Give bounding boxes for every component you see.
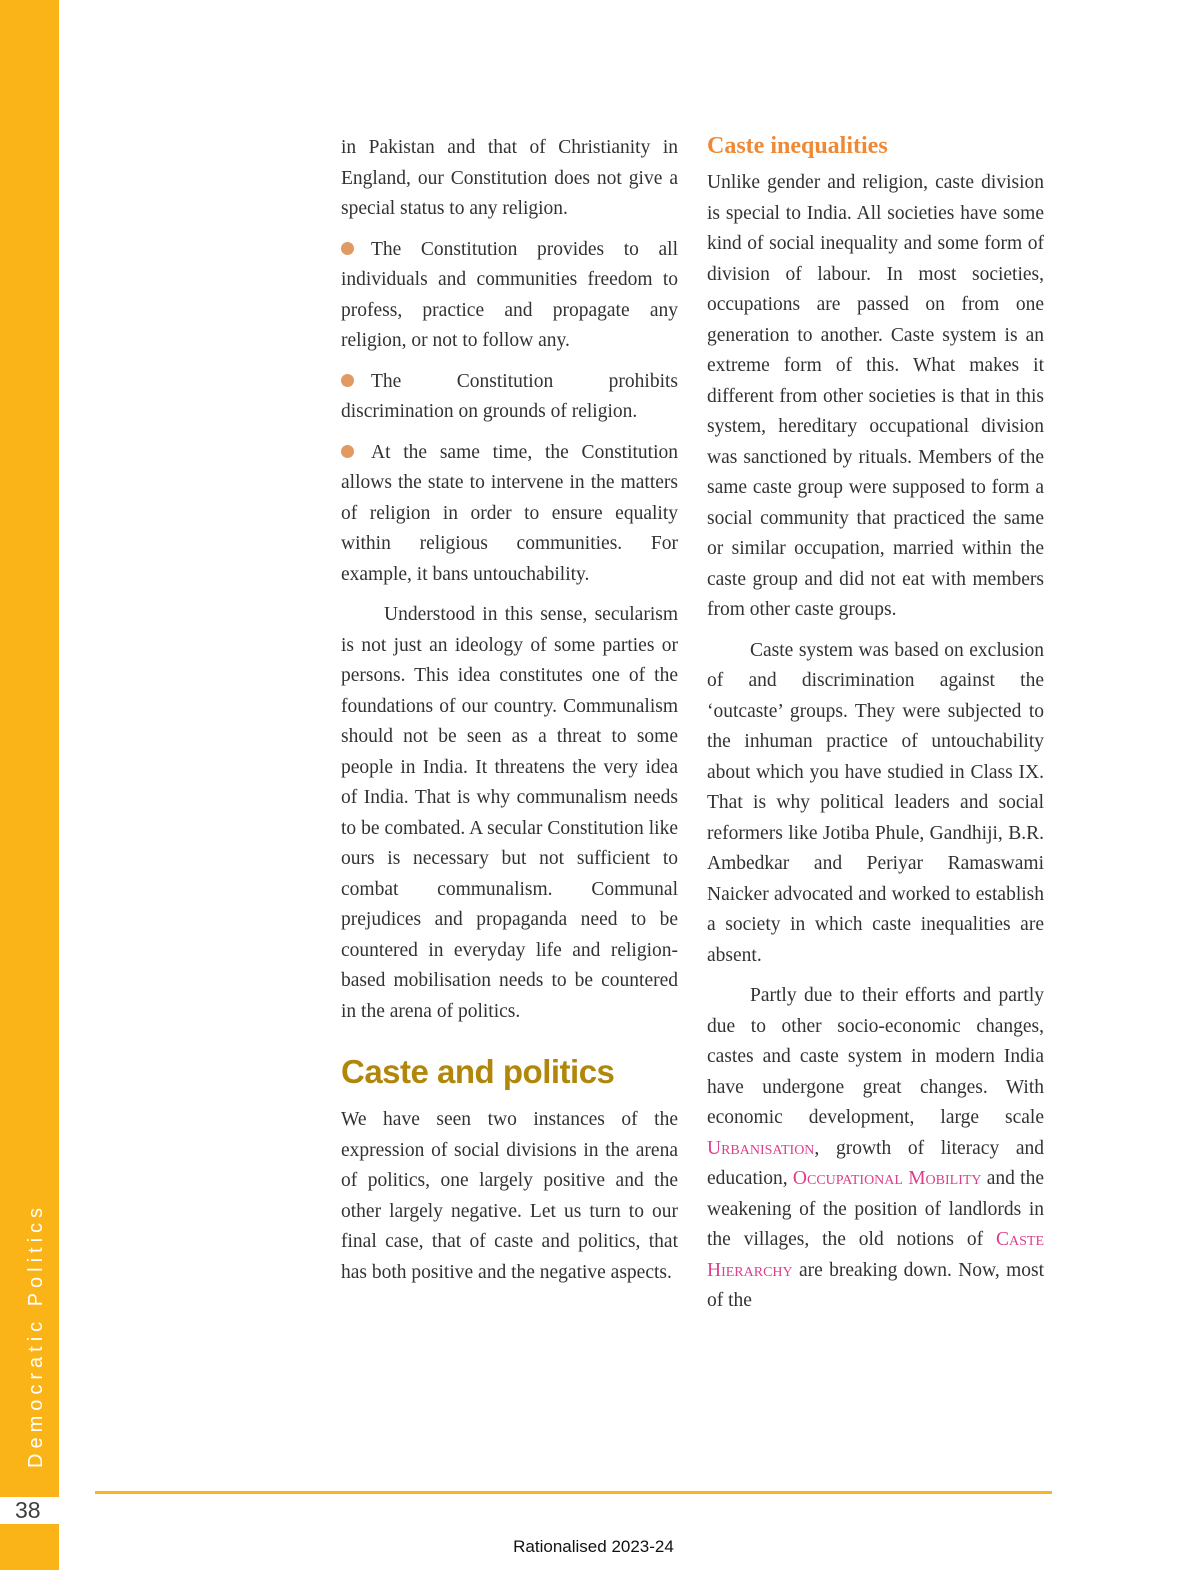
book-title-vertical: Democratic Politics: [25, 1202, 47, 1468]
subsection-heading-caste-inequalities: Caste inequalities: [707, 133, 888, 159]
footer-divider-rule: [95, 1491, 1052, 1494]
bullet-icon: [341, 445, 354, 458]
bullet-text: At the same time, the Constitution allows the state to intervene in the matters of religion in order to ensure equality within religious communities. For example, it bans untouchability.: [341, 441, 678, 585]
paragraph-text: are breaking down. Now, most of the: [707, 1259, 1044, 1311]
section-heading-caste-and-politics: Caste and politics: [341, 1053, 615, 1090]
bullet-text: The Constitution provides to all individuals and communities freedom to profess, practice and propagate any religion, or not to follow any.: [341, 238, 678, 351]
vocab-term-caste-hierarchy: Caste Hierarchy: [707, 1229, 1044, 1281]
footer-note: Rationalised 2023-24: [513, 1537, 674, 1556]
bullet-item: [341, 367, 678, 428]
bullet-item: [341, 438, 678, 591]
secularism-paragraph: Understood in this sense, secularism is not just an ideology of some parties or persons. This idea constitutes one of the foundations of our country. Communalism should not be seen as a threat to some people in India. It threatens the very idea of India. That is why communalism needs to be combated. A secular Constitution like ours is necessary but not sufficient to combat communalism. Communal prejudices and propaganda need to be countered in everyday life and religion- based mobilisation needs to be countered in the arena of politics.: [341, 604, 678, 1022]
right-column: [707, 133, 1044, 1327]
left-column: [341, 133, 678, 1298]
paragraph-text: , growth of literacy and education,: [707, 1137, 1044, 1189]
caste-paragraph-2: Caste system was based on exclusion of and discrimination against the ‘outcaste’ groups. They were subjected to the inhuman practice of untouchability about which you have studied in Class IX. That is why political leaders and social reformers like Jotiba Phule, Gandhiji, B.R. Ambedkar and Periyar Ramaswami Naicker advocated and worked to establish a society in which caste inequalities are absent.: [707, 639, 1044, 966]
intro-paragraph: in Pakistan and that of Christianity in England, our Constitution does not give a special status to any religion.: [341, 137, 678, 219]
bullet-item: [341, 235, 678, 357]
page-number: 38: [0, 1497, 59, 1524]
paragraph-text: Partly due to their efforts and partly due to other socio-economic changes, castes and caste system in modern India have undergone great changes. With economic development, large scale: [707, 985, 1044, 1128]
paragraph-text: and the weakening of the position of landlords in the villages, the old notions of: [707, 1168, 1044, 1250]
vocab-term-urbanisation: Urbanisation: [707, 1137, 815, 1159]
bullet-text: The Constitution prohibits discrimination on grounds of religion.: [341, 370, 678, 422]
closing-paragraph: We have seen two instances of the expression of social divisions in the arena of politics, one largely positive and the other largely negative. Let us turn to our final case, that of caste and politics, that has both positive and the negative aspects.: [341, 1109, 678, 1283]
caste-paragraph-3: [707, 981, 1044, 1317]
caste-paragraph-1: Unlike gender and religion, caste division is special to India. All societies have some kind of social inequality and some form of division of labour. In most societies, occupations are passed on from one generation to another. Caste system is an extreme form of this. What makes it different from other societies is that in this system, hereditary occupational division was sanctioned by rituals. Members of the same caste group were supposed to form a social community that practiced the same or similar occupation, married within the caste group and did not eat with members from other caste groups.: [707, 172, 1044, 620]
vocab-term-occupational-mobility: Occupational Mobility: [792, 1168, 982, 1189]
bullet-icon: [341, 242, 354, 255]
bullet-icon: [341, 374, 354, 387]
